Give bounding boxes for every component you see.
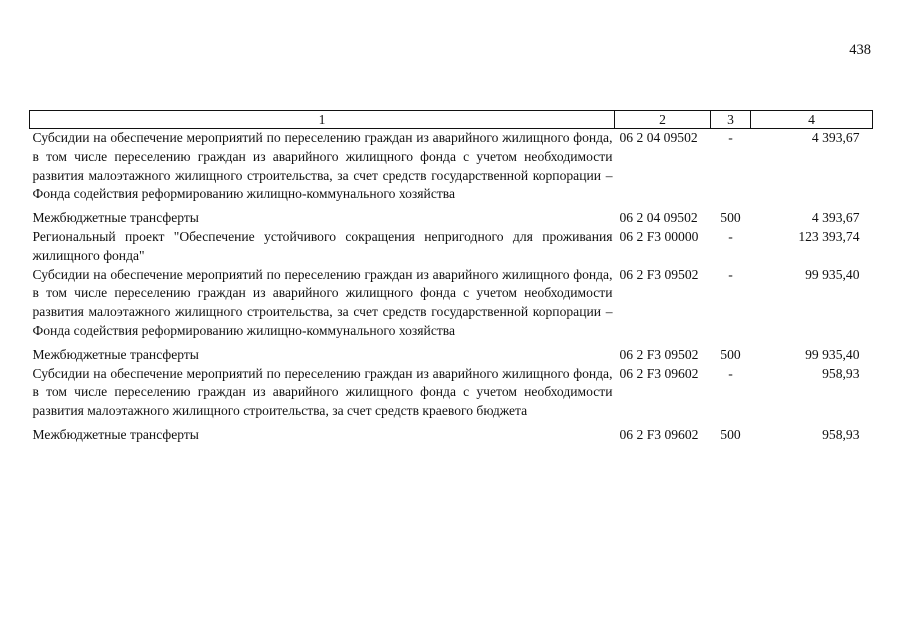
table-row	[30, 341, 873, 365]
table-row	[30, 204, 873, 228]
row-amount: 123 393,74	[798, 228, 860, 244]
row-amount: 958,93	[822, 426, 860, 442]
row-amount: 4 393,67	[811, 130, 860, 145]
row-code: 06 2 F3 09602	[619, 426, 699, 442]
row-code: 06 2 F3 09602	[619, 365, 699, 381]
header-col-3: 3	[711, 111, 751, 129]
row-name: Межбюджетные трансферты	[32, 346, 199, 362]
table-row	[30, 129, 873, 205]
row-type: -	[728, 266, 733, 282]
row-name: Межбюджетные трансферты	[32, 210, 199, 226]
table-row	[30, 365, 873, 421]
row-amount: 958,93	[822, 365, 860, 381]
header-col-4: 4	[751, 111, 873, 129]
header-col-2: 2	[615, 111, 711, 129]
row-type: -	[728, 130, 733, 145]
row-code: 06 2 F3 09502	[619, 346, 699, 362]
row-type: 500	[720, 210, 741, 226]
budget-table	[29, 110, 873, 445]
row-type: -	[728, 228, 733, 244]
row-type: -	[728, 365, 733, 381]
row-code: 06 2 F3 09502	[619, 266, 699, 282]
row-name: Межбюджетные трансферты	[32, 426, 199, 442]
page-number: 438	[849, 42, 871, 58]
header-col-1: 1	[30, 111, 615, 129]
row-type: 500	[720, 346, 741, 362]
row-code: 06 2 04 09502	[619, 210, 698, 226]
row-name: Субсидии на обеспечение мероприятий по переселению граждан из аварийного жилищного фонда, в том числе переселению граждан из аварийного жилищного фонда с учетом необходимости развития малоэтажного жилищного строительства, за счет средств государственной корпорации – Фонда содействия реформированию жилищно-коммунального хозяйства	[32, 266, 613, 338]
table-row	[30, 266, 873, 341]
row-amount: 99 935,40	[805, 346, 860, 362]
row-name: Субсидии на обеспечение мероприятий по переселению граждан из аварийного жилищного фонда, в том числе переселению граждан из аварийного жилищного фонда с учетом необходимости развития малоэтажного жилищного строительства, за счет средств государственной корпорации – Фонда содействия реформированию жилищно-коммунального хозяйства	[32, 130, 613, 202]
table-row	[30, 228, 873, 266]
table-row	[30, 421, 873, 445]
row-amount: 4 393,67	[811, 210, 860, 226]
row-code: 06 2 F3 00000	[619, 228, 699, 244]
row-type: 500	[720, 426, 741, 442]
row-name: Субсидии на обеспечение мероприятий по переселению граждан из аварийного жилищного фонда, в том числе переселению граждан из аварийного жилищного фонда с учетом необходимости развития малоэтажного жилищного строительства, за счет средств краевого бюджета	[32, 365, 613, 419]
header-row	[30, 111, 873, 129]
row-amount: 99 935,40	[805, 266, 860, 282]
row-code: 06 2 04 09502	[619, 130, 698, 145]
row-name: Региональный проект "Обеспечение устойчивого сокращения непригодного для проживания жилищного фонда"	[32, 228, 613, 263]
